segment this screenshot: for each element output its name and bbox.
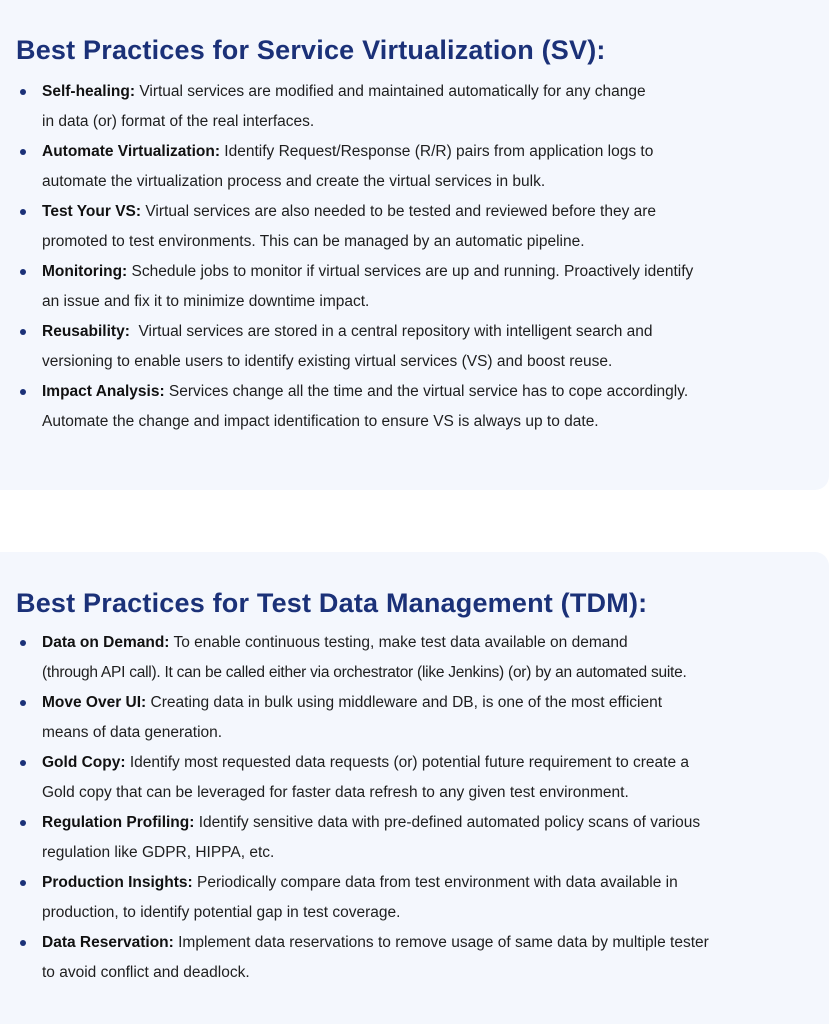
bullet-icon	[20, 640, 26, 646]
sv-item-monitoring	[16, 257, 812, 317]
bullet-icon	[20, 269, 26, 275]
item-text-cont: means of data generation.	[42, 724, 223, 741]
item-text: Virtual services are modified and maintained automatically for any change	[135, 83, 646, 100]
item-text: Creating data in bulk using middleware and DB, is one of the most efficient	[146, 694, 663, 711]
item-text-cont: regulation like GDPR, HIPPA, etc.	[42, 844, 275, 861]
item-term: Move Over UI:	[42, 694, 147, 711]
item-text-cont: versioning to enable users to identify existing virtual services (VS) and boost reuse.	[42, 353, 613, 370]
item-term: Automate Virtualization:	[42, 143, 220, 160]
item-text-cont: automate the virtualization process and create the virtual services in bulk.	[42, 173, 546, 190]
item-term: Production Insights:	[42, 874, 193, 891]
sv-item-automate-virtualization	[16, 137, 812, 197]
item-text: Implement data reservations to remove usage of same data by multiple tester	[173, 934, 709, 951]
item-term: Self-healing:	[42, 83, 136, 100]
bullet-icon	[20, 149, 26, 155]
bullet-icon	[20, 760, 26, 766]
item-term: Monitoring:	[42, 263, 128, 280]
item-text-cont: to avoid conflict and deadlock.	[42, 964, 250, 981]
item-text: Periodically compare data from test environment with data available in	[192, 874, 678, 891]
tdm-item-data-reservation	[16, 928, 812, 988]
tdm-heading: Best Practices for Test Data Management (TDM):	[16, 588, 648, 618]
sv-item-test-your-vs	[16, 197, 812, 257]
item-text-cont: in data (or) format of the real interfaces.	[42, 113, 315, 130]
item-term: Data Reservation:	[42, 934, 174, 951]
tdm-item-regulation-profiling	[16, 808, 812, 868]
bullet-icon	[20, 209, 26, 215]
item-text-cont: Automate the change and impact identification to ensure VS is always up to date.	[42, 413, 599, 430]
item-text: To enable continuous testing, make test data available on demand	[169, 634, 628, 651]
item-text: Virtual services are stored in a central repository with intelligent search and	[129, 323, 653, 340]
item-text-cont: (through API call). It can be called either via orchestrator (like Jenkins) (or) by an automated suite.	[42, 664, 687, 681]
item-text: Services change all the time and the virtual service has to cope accordingly.	[164, 383, 689, 400]
item-text: Virtual services are also needed to be tested and reviewed before they are	[141, 203, 657, 220]
tdm-item-production-insights	[16, 868, 812, 928]
tdm-card	[0, 552, 829, 1024]
bullet-icon	[20, 820, 26, 826]
item-text-cont: Gold copy that can be leveraged for faster data refresh to any given test environment.	[42, 784, 629, 801]
bullet-icon	[20, 940, 26, 946]
sv-item-reusability	[16, 317, 812, 377]
sv-list	[16, 77, 821, 437]
item-text-cont: promoted to test environments. This can be managed by an automatic pipeline.	[42, 233, 585, 250]
bullet-icon	[20, 700, 26, 706]
sv-item-self-healing	[16, 77, 812, 137]
item-text: Identify Request/Response (R/R) pairs from application logs to	[219, 143, 654, 160]
item-term: Reusability:	[42, 323, 130, 340]
bullet-icon	[20, 329, 26, 335]
sv-item-impact-analysis	[16, 377, 812, 437]
bullet-icon	[20, 880, 26, 886]
tdm-item-data-on-demand	[16, 628, 812, 688]
tdm-list	[16, 628, 821, 988]
item-text-cont: production, to identify potential gap in test coverage.	[42, 904, 401, 921]
item-term: Data on Demand:	[42, 634, 170, 651]
item-term: Impact Analysis:	[42, 383, 165, 400]
bullet-icon	[20, 389, 26, 395]
item-term: Gold Copy:	[42, 754, 126, 771]
item-text-cont: an issue and fix it to minimize downtime impact.	[42, 293, 370, 310]
item-term: Regulation Profiling:	[42, 814, 195, 831]
bullet-icon	[20, 89, 26, 95]
tdm-item-move-over-ui	[16, 688, 812, 748]
item-text: Schedule jobs to monitor if virtual services are up and running. Proactively identify	[127, 263, 694, 280]
item-term: Test Your VS:	[42, 203, 142, 220]
tdm-item-gold-copy	[16, 748, 812, 808]
item-text: Identify sensitive data with pre-defined automated policy scans of various	[194, 814, 701, 831]
sv-card	[0, 0, 829, 490]
sv-heading: Best Practices for Service Virtualization (SV):	[16, 35, 606, 65]
item-text: Identify most requested data requests (or) potential future requirement to create a	[125, 754, 690, 771]
